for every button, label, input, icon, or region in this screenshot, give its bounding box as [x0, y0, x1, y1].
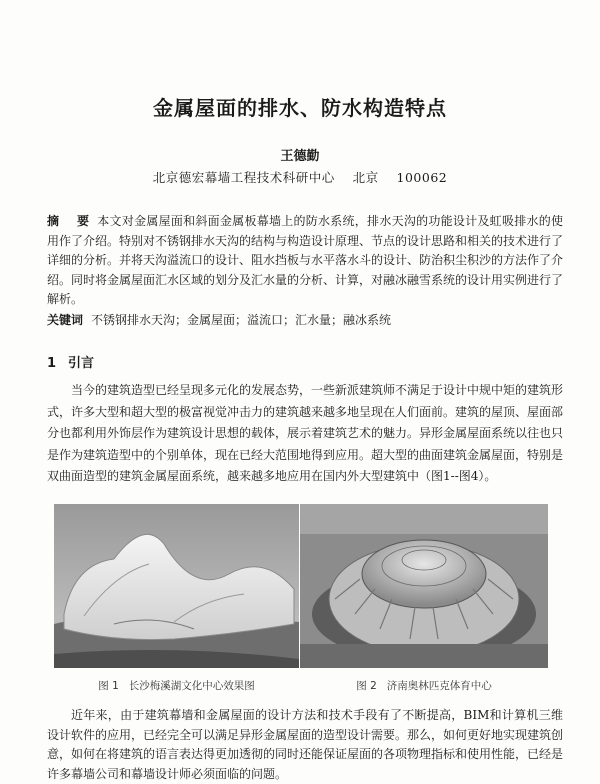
culture-center-rendering [54, 504, 299, 668]
author-name: 王德勤 [280, 149, 320, 164]
figure-1-caption [54, 678, 299, 693]
section-heading [47, 352, 94, 371]
section-number: 1 [47, 356, 57, 371]
figure-2-caption-text: 济南奥林匹克体育中心 [386, 680, 492, 692]
keywords [47, 311, 563, 331]
author-affiliation: 北京德宏幕墙工程技术科研中心 北京 100062 [152, 170, 448, 185]
abstract-label: 摘 要 [47, 214, 90, 228]
figure-1-caption-text: 长沙梅溪湖文化中心效果图 [128, 680, 255, 692]
keywords-text: 不锈钢排水天沟；金属屋面；溢流口；汇水量；融冰系统 [91, 313, 392, 327]
figure-1-image [54, 504, 299, 668]
figure-2-image [300, 504, 548, 668]
stadium-photo [300, 504, 548, 668]
section-title: 引言 [68, 356, 95, 371]
figure-2-number: 图 2 [356, 680, 377, 692]
keywords-label: 关键词 [47, 313, 84, 327]
abstract-text: 本文对金属屋面和斜面金属板幕墙上的防水系统，排水天沟的功能设计及虹吸排水的使用作了介绍。特别对不锈钢排水天沟的结构与构造设计原理、节点的设计思路和相关的技术进行了详细的分析。并将天沟溢流口的设计、阻水挡板与水平落水斗的设计、防治积尘积沙的方法作了介绍。同时将金属屋面汇水区域的划分及汇水量的分析、计算，对融冰融雪系统的设计用实例进行了解析。 [47, 214, 564, 306]
paper-title: 金属屋面的排水、防水构造特点 [153, 96, 447, 120]
body-paragraph-1: 当今的建筑造型已经呈现多元化的发展态势，一些新派建筑师不满足于设计中规中矩的建筑形式，许多大型和超大型的极富视觉冲击力的建筑越来越多地呈现在人们面前。建筑的屋顶、屋面部分也都利用外饰层作为建筑设计思想的载体，展示着建筑艺术的魅力。异形金属屋面系统以往也只是作为建筑造型中的个别单体，现在已经大范围地得到应用。超大型的曲面建筑金属屋面，特别是双曲面造型的建筑金属屋面系统，越来越多地应用在国内外大型建筑中（图1--图4）。 [47, 383, 564, 483]
body-paragraph-2: 近年来，由于建筑幕墙和金属屋面的设计方法和技术手段有了不断提高，BIM和计算机三维设计软件的应用，已经完全可以满足异形金属屋面的造型设计需要。那么，如何更好地实现建筑创意，如何在将建筑的语言表达得更加透彻的同时还能保证屋面的各项物理指标和使用性能，已经是许多幕墙公司和幕墙设计师必须面临的问题。 [47, 708, 564, 781]
figure-2-caption [300, 678, 548, 693]
abstract [47, 212, 563, 310]
figure-1-number: 图 1 [98, 680, 119, 692]
